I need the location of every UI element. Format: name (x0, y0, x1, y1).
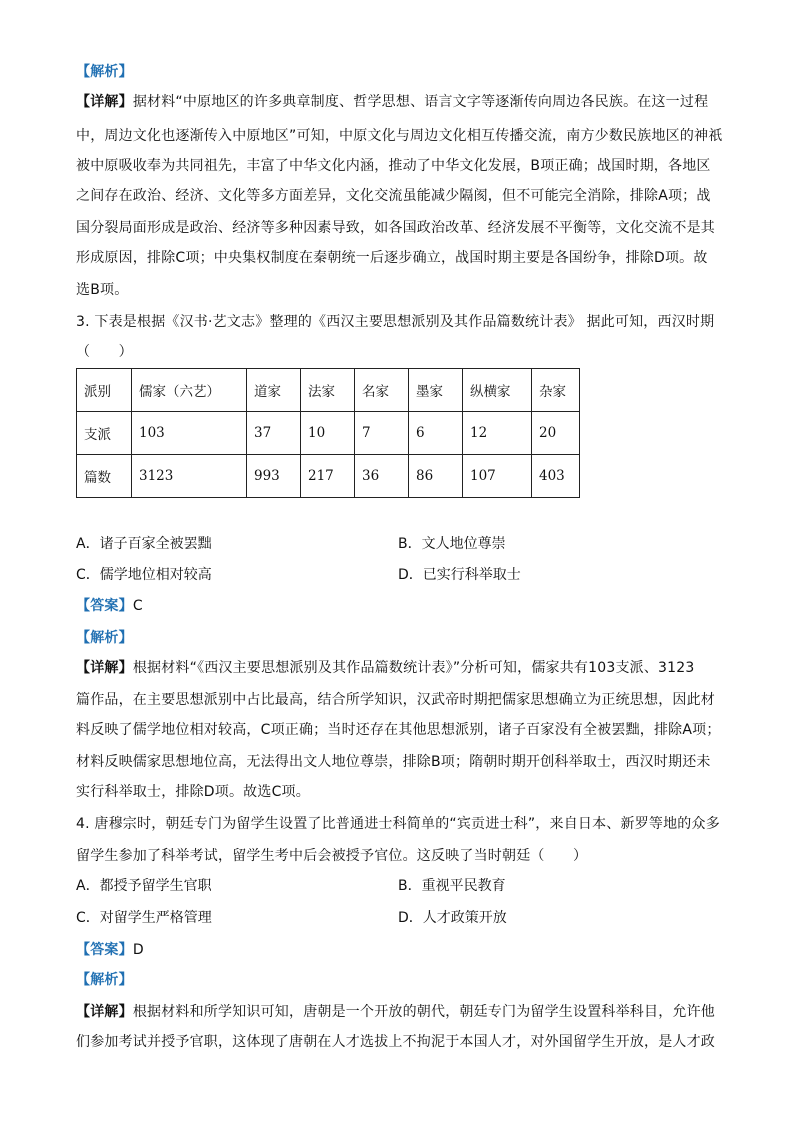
q3-option-a: A．诸子百家全被罢黜 (76, 536, 212, 552)
table-row (77, 412, 580, 455)
q3-detail-line-3: 料反映了儒学地位相对较高，C项正确；当时还存在其他思想派别，诸子百家没有全被罢黜，排除A项； (76, 722, 721, 738)
table-header-cell: 儒家（六艺） (132, 369, 247, 412)
q3-stem-line-1: 3. 下表是根据《汉书·艺文志》整理的《西汉主要思想派别及其作品篇数统计表》 据此可知，西汉时期 (76, 314, 715, 330)
q3-stats-table (76, 368, 580, 498)
table-cell: 7 (355, 412, 409, 455)
table-header-cell: 名家 (355, 369, 409, 412)
table-cell: 107 (463, 455, 532, 498)
table-cell: 支派 (77, 412, 132, 455)
table-header-cell: 法家 (301, 369, 355, 412)
table-header-cell: 杂家 (532, 369, 580, 412)
q2-detail-line-5: 国分裂局面形成是政治、经济等多种因素导致，如各国政治改革、经济发展不平衡等，文化交流不是其 (76, 220, 715, 236)
q2-detail-line-4: 之间存在政治、经济、文化等多方面差异，文化交流虽能减少隔阂，但不可能完全消除，排除A项；战 (76, 188, 711, 204)
q3-stem-line-2: （ ） (76, 344, 133, 360)
table-cell: 86 (409, 455, 463, 498)
q2-analysis-label: 【解析】 (76, 64, 133, 80)
q4-detail-line-2: 们参加考试并授予官职，这体现了唐朝在人才选拔上不拘泥于本国人才，对外国留学生开放，是人才政 (76, 1034, 715, 1050)
q4-option-b: B．重视平民教育 (398, 878, 506, 894)
q2-detail-line-2: 中，周边文化也逐渐传入中原地区”可知，中原文化与周边文化相互传播交流，南方少数民族地区的神祇 (76, 128, 723, 144)
q2-detail-line-7: 选B项。 (76, 282, 129, 298)
q4-stem-line-2: 留学生参加了科举考试，留学生考中后会被授予官位。这反映了当时朝廷（ ） (76, 848, 588, 864)
table-cell: 6 (409, 412, 463, 455)
q3-detail-line-1 (76, 656, 694, 680)
q3-answer-line (76, 594, 143, 618)
q4-detail-text-1: 根据材料和所学知识可知，唐朝是一个开放的朝代，朝廷专门为留学生设置科举科目，允许他 (132, 1004, 716, 1020)
q4-option-a: A．都授予留学生官职 (76, 878, 212, 894)
q2-detail-text-1: 据材料“中原地区的许多典章制度、哲学思想、语言文字等逐渐传向周边各民族。在这一过程 (132, 94, 709, 110)
q4-stem-line-1: 4. 唐穆宗时，朝廷专门为留学生设置了比普通进士科简单的“宾贡进士科”，来自日本、新罗等地的众多 (76, 816, 720, 832)
q3-answer-value: C (132, 598, 143, 614)
q3-detail-line-4: 材料反映儒家思想地位高，无法得出文人地位尊崇，排除B项；隋朝时期开创科举取士，西汉时期还未 (76, 754, 711, 770)
q4-answer-label: 【答案】 (76, 942, 133, 958)
q4-option-d: D．人才政策开放 (398, 910, 507, 926)
table-header-row (77, 369, 580, 412)
q3-detail-label: 【详解】 (76, 660, 133, 676)
q3-option-c: C．儒学地位相对较高 (76, 567, 212, 583)
table-cell: 217 (301, 455, 355, 498)
q3-option-b: B．文人地位尊崇 (398, 536, 506, 552)
table-header-cell: 墨家 (409, 369, 463, 412)
q3-detail-line-2: 篇作品，在主要思想派别中占比最高，结合所学知识，汉武帝时期把儒家思想确立为正统思想，因此材 (76, 692, 715, 708)
q4-detail-label: 【详解】 (76, 1004, 133, 1020)
q3-analysis-label: 【解析】 (76, 630, 133, 646)
table-cell: 20 (532, 412, 580, 455)
table-cell: 36 (355, 455, 409, 498)
table-row (77, 455, 580, 498)
q4-answer-value: D (132, 942, 144, 958)
q4-detail-line-1 (76, 1000, 715, 1024)
q4-answer-line (76, 938, 144, 962)
q2-detail-label: 【详解】 (76, 94, 133, 110)
table-cell: 10 (301, 412, 355, 455)
table-cell: 993 (247, 455, 301, 498)
table-cell: 403 (532, 455, 580, 498)
table-cell: 12 (463, 412, 532, 455)
table-cell: 3123 (132, 455, 247, 498)
table-header-cell: 道家 (247, 369, 301, 412)
q4-option-c: C．对留学生严格管理 (76, 910, 212, 926)
q3-answer-label: 【答案】 (76, 598, 133, 614)
q4-analysis-label: 【解析】 (76, 972, 133, 988)
q2-detail-line-3: 被中原吸收奉为共同祖先，丰富了中华文化内涵，推动了中华文化发展，B项正确；战国时期，各地区 (76, 158, 711, 174)
q2-detail-line-6: 形成原因，排除C项；中央集权制度在秦朝统一后逐步确立，战国时期主要是各国纷争，排除D项。故 (76, 250, 708, 266)
q3-detail-line-5: 实行科举取士，排除D项。故选C项。 (76, 784, 310, 800)
table-cell: 37 (247, 412, 301, 455)
q3-option-d: D．已实行科举取士 (398, 567, 521, 583)
q3-detail-text-1: 根据材料“《西汉主要思想派别及其作品篇数统计表》”分析可知，儒家共有103支派、3123 (132, 660, 695, 676)
table-header-cell: 派别 (77, 369, 132, 412)
table-cell: 103 (132, 412, 247, 455)
table-header-cell: 纵横家 (463, 369, 532, 412)
q2-detail-line-1 (76, 90, 708, 114)
table-cell: 篇数 (77, 455, 132, 498)
